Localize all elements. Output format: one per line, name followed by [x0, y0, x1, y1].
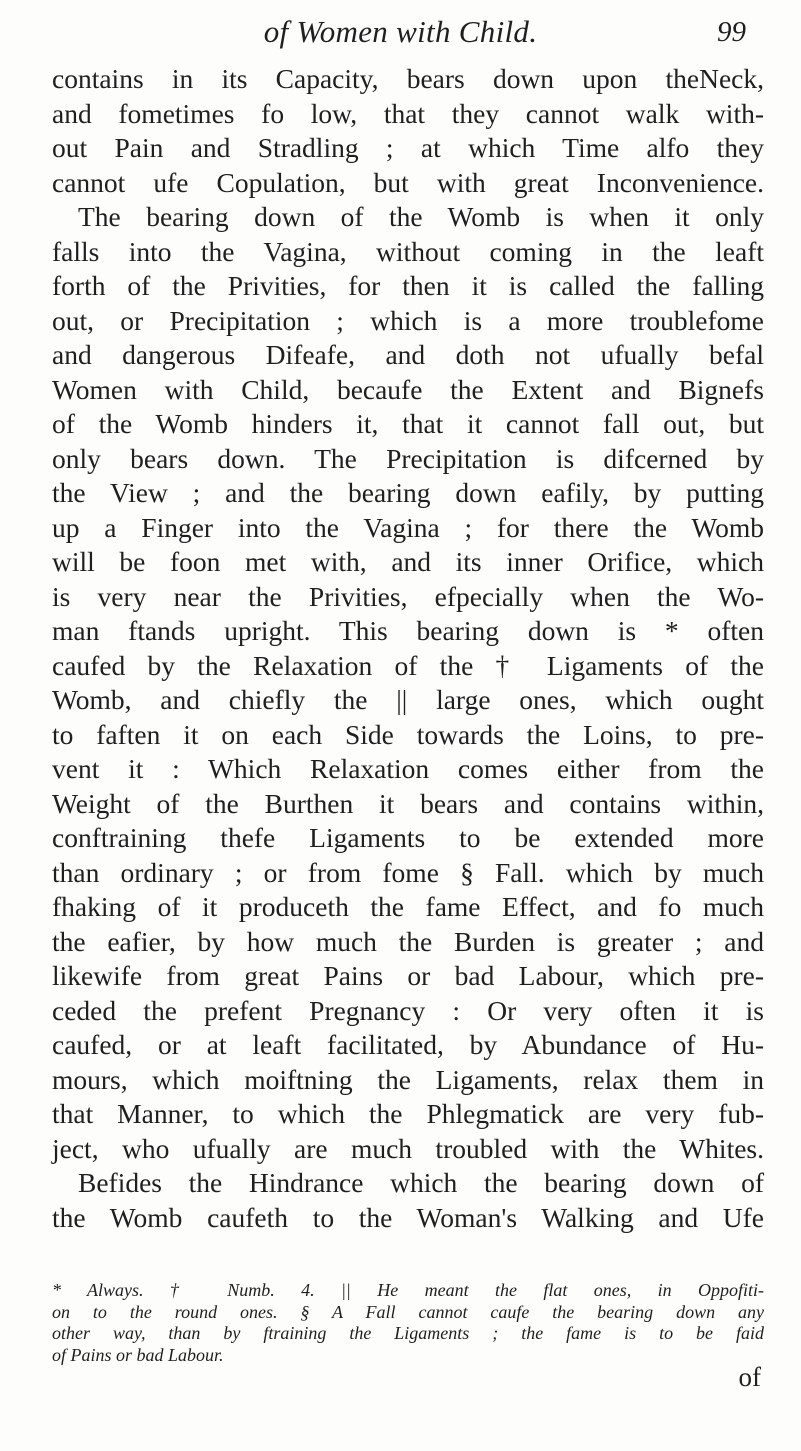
- text-line: only bears down. The Precipitation is difcerned by: [52, 442, 764, 474]
- text-line: Befides the Hindrance which the bearing down of: [78, 1167, 764, 1198]
- text-line: than ordinary ; or from fome § Fall. which by much: [52, 856, 764, 888]
- footnote-line: other way, than by ftraining the Ligaments ; the fame is to be faid: [52, 1323, 764, 1343]
- text-line: cannot ufe Copulation, but with great Inconvenience.: [52, 166, 764, 198]
- running-head-title: of Women with Child.: [263, 14, 538, 49]
- text-line: the View ; and the bearing down eafily, by putting: [52, 477, 764, 508]
- footnote-line: on to the round ones. § A Fall cannot caufe the bearing down any: [52, 1301, 764, 1322]
- text-line: forth of the Privities, for then it is called the falling: [52, 270, 764, 301]
- text-line: Weight of the Burthen it bears and contains within,: [52, 787, 764, 819]
- text-line: out Pain and Stradling ; at which Time alfo they: [52, 132, 764, 163]
- text-line: vent it : Which Relaxation comes either from the: [52, 753, 764, 784]
- text-line: of the Womb hinders it, that it cannot fall out, but: [52, 408, 764, 439]
- text-line: to faften it on each Side towards the Loins, to pre-: [52, 718, 764, 750]
- text-line: Women with Child, becaufe the Extent and Bignefs: [52, 373, 764, 405]
- text-line: likewife from great Pains or bad Labour, which pre-: [52, 960, 764, 991]
- text-line: conftraining thefe Ligaments to be extended more: [52, 822, 764, 853]
- footnotes: [52, 1280, 764, 1366]
- footnote-line: of Pains or bad Labour.: [52, 1344, 224, 1365]
- text-line: is very near the Privities, efpecially when the Wo-: [52, 580, 764, 612]
- footnote-line: * Always. † Numb. 4. || He meant the flat ones, in Oppofiti-: [52, 1280, 764, 1300]
- text-line: fhaking of it produceth the fame Effect, and fo much: [52, 891, 764, 922]
- text-line: contains in its Capacity, bears down upon theNeck,: [52, 63, 764, 94]
- catchword: of: [738, 1362, 761, 1392]
- running-head: [0, 14, 801, 54]
- text-line: man ftands upright. This bearing down is * often: [52, 615, 764, 646]
- text-line: and fometimes fo low, that they cannot walk with-: [52, 97, 764, 129]
- text-line: mours, which moiftning the Ligaments, relax them in: [52, 1063, 764, 1095]
- text-line: Womb, and chiefly the || large ones, which ought: [52, 684, 764, 715]
- text-line: the eafier, by how much the Burden is greater ; and: [52, 925, 764, 957]
- page-number: 99: [717, 16, 746, 48]
- text-line: caufed, or at leaft facilitated, by Abundance of Hu-: [52, 1029, 764, 1060]
- text-line: and dangerous Difeafe, and doth not ufually befal: [52, 339, 764, 370]
- text-line: caufed by the Relaxation of the † Ligaments of the: [52, 649, 764, 681]
- text-line: falls into the Vagina, without coming in the leaft: [52, 235, 764, 267]
- text-line: up a Finger into the Vagina ; for there the Womb: [52, 511, 764, 543]
- text-line: will be foon met with, and its inner Orifice, which: [52, 546, 764, 577]
- text-line: ject, who ufually are much troubled with the Whites.: [52, 1132, 764, 1164]
- text-line: The bearing down of the Womb is when it only: [78, 201, 764, 232]
- text-line: that Manner, to which the Phlegmatick are very fub-: [52, 1098, 764, 1129]
- text-line: out, or Precipitation ; which is a more troublefome: [52, 304, 764, 336]
- text-line: the Womb caufeth to the Woman's Walking and Ufe: [52, 1201, 764, 1233]
- body-text: [52, 62, 764, 1235]
- text-line: ceded the prefent Pregnancy : Or very often it is: [52, 994, 764, 1026]
